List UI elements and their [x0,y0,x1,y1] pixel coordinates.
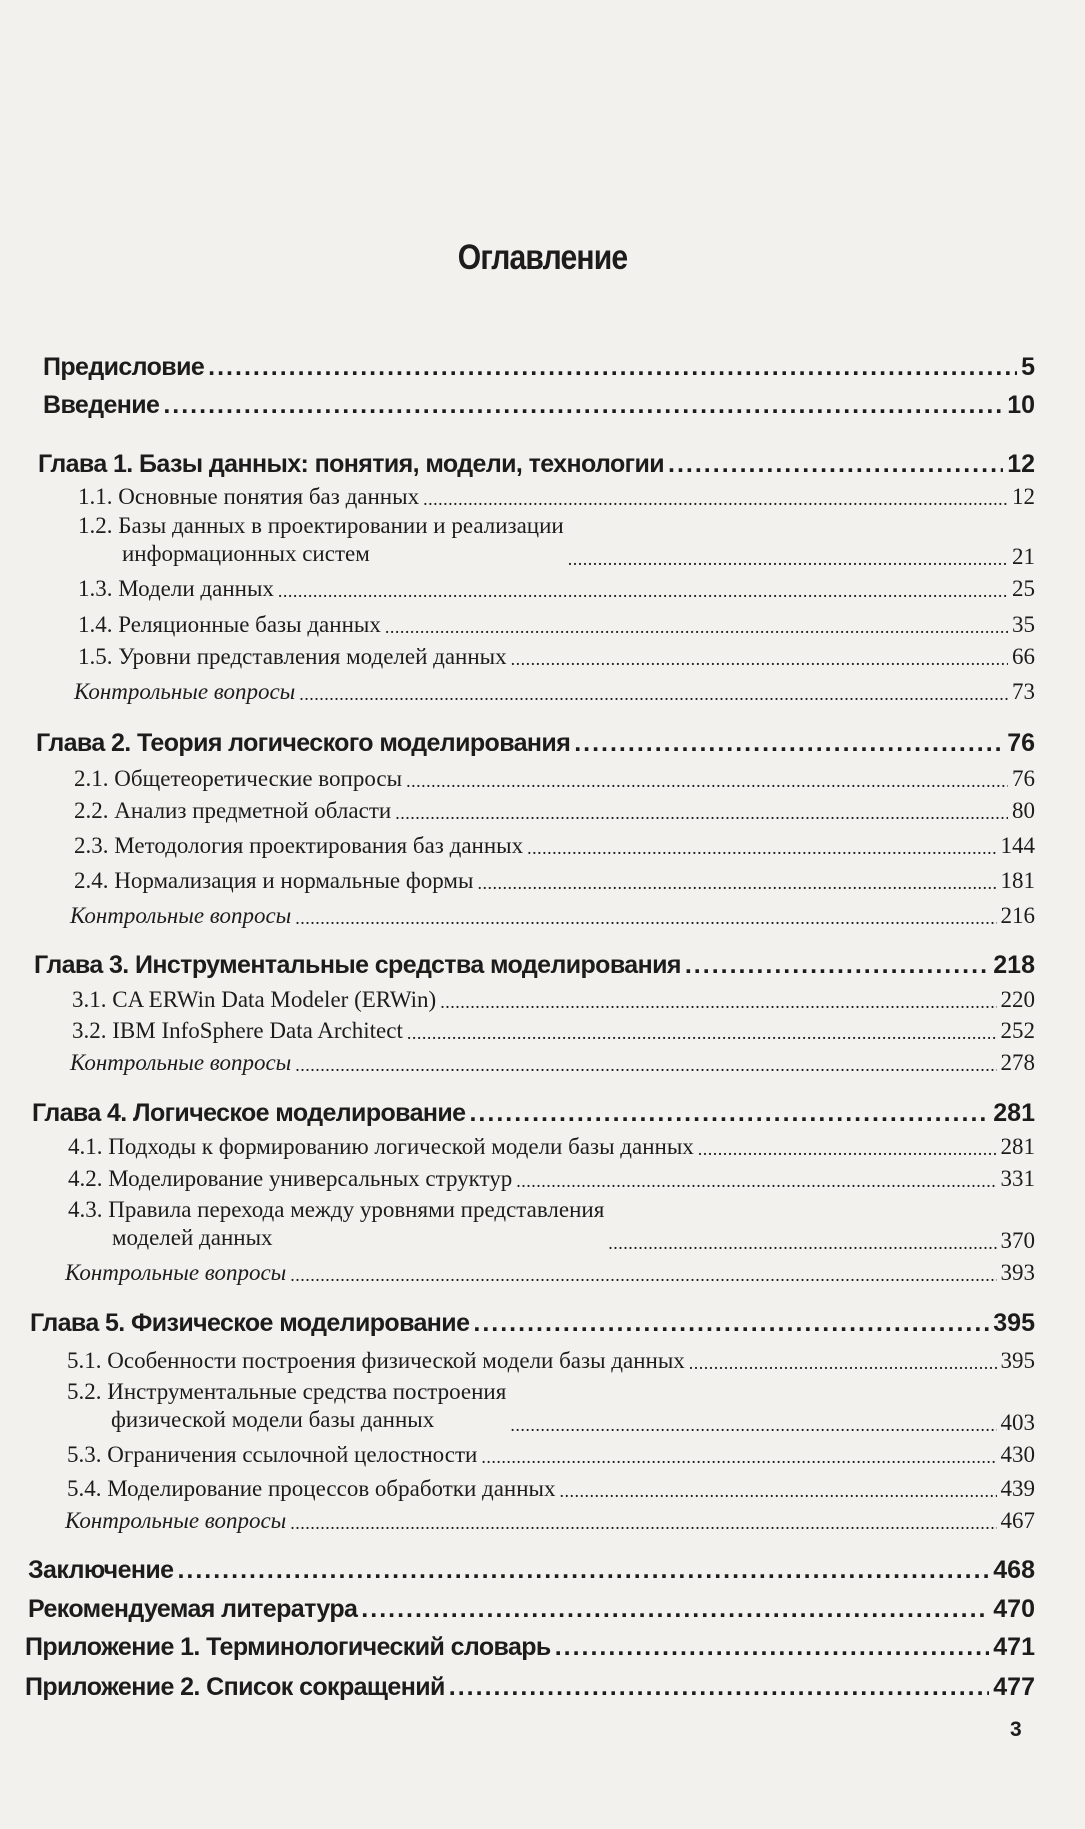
toc-page-number: 370 [1000,1228,1035,1253]
toc-chapter-entry [25,1628,1035,1660]
toc-chapter-entry [28,1551,1035,1583]
toc-page-number: 66 [1012,644,1035,669]
toc-leader-dots [290,1266,996,1284]
toc-leader-dots [477,874,996,892]
toc-page-number: 252 [1000,1018,1035,1043]
toc-page-number: 25 [1012,576,1035,601]
toc-entry-title: Контрольные вопросы [70,1050,292,1075]
toc-entry-title: Глава 5. Физическое моделирование [30,1309,470,1337]
toc-entry-title: 5.4. Моделирование процессов обработки данных [67,1476,556,1501]
toc-section-entry [68,1158,1035,1190]
toc-chapter-entry [32,1094,1035,1126]
toc-entry-title: Рекомендуемая литература [28,1595,358,1623]
toc-page-number: 470 [993,1595,1035,1623]
toc-page-number: 12 [1012,484,1035,509]
toc-leader-dots [449,1675,990,1700]
toc-entry-title-continuation: физической модели базы данных [111,1407,435,1432]
toc-leader-dots [510,1416,996,1434]
toc-section-entry [70,895,1035,927]
toc-entry-title: 4.1. Подходы к формированию логической модели базы данных [68,1134,694,1159]
toc-leader-dots [177,1558,989,1583]
toc-section-entry [70,1042,1035,1074]
toc-page-number: 471 [993,1633,1035,1661]
toc-page-number: 73 [1012,679,1035,704]
toc-entry-title: Контрольные вопросы [65,1260,287,1285]
toc-page-number: 395 [993,1309,1035,1337]
toc-page-number: 477 [993,1673,1035,1701]
toc-entry-title: 2.1. Общетеоретические вопросы [74,766,403,791]
toc-section-entry [67,1434,1035,1466]
toc-entry-title-line: 1.2. Базы данных в проектировании и реализации [78,513,564,538]
toc-leader-dots [608,1234,996,1252]
toc-leader-dots [395,804,1008,822]
toc-entry-title: 5.1. Особенности построения физической модели базы данных [67,1348,685,1373]
toc-leader-dots [560,1482,997,1500]
toc-page-number: 181 [1000,868,1035,893]
toc-chapter-entry [36,724,1035,756]
toc-section-entry [78,568,1035,600]
toc-section-entry [67,1372,1035,1434]
toc-leader-dots [555,1635,990,1660]
toc-leader-dots [295,909,996,927]
toc-page-number: 218 [993,951,1035,979]
toc-leader-dots [481,1448,996,1466]
toc-chapter-entry [28,1590,1035,1622]
toc-section-entry [72,1010,1035,1042]
toc-leader-dots [527,839,996,857]
toc-page-number: 5 [1021,353,1035,381]
toc-leader-dots [698,1140,997,1158]
toc-leader-dots [278,582,1008,600]
toc-entry-title: 1.3. Модели данных [78,576,274,601]
toc-entry-title [68,1196,604,1252]
toc-section-entry [74,790,1035,822]
toc-leader-dots [473,1311,989,1336]
toc-page-number: 395 [1000,1348,1035,1373]
toc-section-entry [72,979,1035,1011]
toc-page-number: 80 [1012,798,1035,823]
toc-leader-dots [208,355,1017,380]
toc-title: Оглавление [457,238,628,277]
toc-page-number: 393 [1000,1260,1035,1285]
toc-page-number: 21 [1012,544,1035,569]
toc-leader-dots [299,685,1008,703]
toc-page-number: 331 [1000,1166,1035,1191]
toc-chapter-entry [34,946,1035,978]
toc-section-entry [78,636,1035,668]
toc-leader-dots [361,1597,989,1622]
toc-entry-title: 1.5. Уровни представления моделей данных [78,644,507,669]
toc-entry-title: 4.2. Моделирование универсальных структур [68,1166,513,1191]
toc-page-number: 281 [1000,1134,1035,1159]
toc-leader-dots [568,550,1008,568]
toc-entry-title: Приложение 2. Список сокращений [25,1673,445,1701]
toc-entry-title: Глава 3. Инструментальные средства моделирования [34,951,681,979]
toc-section-entry [74,671,1035,703]
toc-entry-title [67,1378,506,1434]
toc-page-number: 76 [1007,729,1035,757]
toc-page-number: 430 [1000,1442,1035,1467]
toc-leader-dots [163,393,1003,418]
toc-leader-dots [668,452,1003,477]
toc-page-number: 281 [993,1099,1035,1127]
toc-leader-dots [295,1056,996,1074]
toc-chapter-entry [30,1304,1035,1336]
toc-page-number: 220 [1000,987,1035,1012]
toc-page-number: 468 [993,1556,1035,1584]
toc-page-number: 35 [1012,612,1035,637]
toc-leader-dots [406,772,1008,790]
toc-leader-dots [685,953,989,978]
toc-leader-dots [407,1024,997,1042]
toc-entry-title: Предисловие [43,353,205,381]
toc-section-entry [74,758,1035,790]
toc-entry-title: Контрольные вопросы [70,903,292,928]
toc-section-entry [65,1500,1035,1532]
toc-entry-title [78,512,564,568]
toc-section-entry [74,825,1035,857]
toc-leader-dots [469,1101,989,1126]
toc-leader-dots [290,1514,996,1532]
toc-leader-dots [689,1354,997,1372]
toc-section-entry [68,1126,1035,1158]
toc-entry-title: 5.3. Ограничения ссылочной целостности [67,1442,478,1467]
toc-page-number: 278 [1000,1050,1035,1075]
toc-leader-dots [516,1172,996,1190]
toc-entry-title: 2.4. Нормализация и нормальные формы [74,868,474,893]
toc-entry-title-continuation: моделей данных [112,1225,273,1250]
page-number: 3 [1010,1718,1022,1741]
toc-entry-title: Глава 1. Базы данных: понятия, модели, технологии [38,450,665,478]
toc-section-entry [78,476,1035,508]
toc-page-number: 12 [1007,450,1035,478]
toc-chapter-entry [43,348,1035,380]
toc-entry-title: 2.3. Методология проектирования баз данных [74,833,524,858]
toc-entry-title: Введение [43,391,160,419]
toc-page-number: 10 [1007,391,1035,419]
toc-leader-dots [574,731,1003,756]
toc-entry-title: 3.1. CA ERWin Data Modeler (ERWin) [72,987,437,1012]
toc-section-entry [78,604,1035,636]
toc-section-entry [78,506,1035,568]
toc-entry-title: Приложение 1. Терминологический словарь [25,1633,551,1661]
toc-section-entry [65,1252,1035,1284]
toc-entry-title: 3.2. IBM InfoSphere Data Architect [72,1018,403,1043]
toc-leader-dots [511,650,1008,668]
toc-leader-dots [385,618,1008,636]
toc-entry-title: Контрольные вопросы [74,679,296,704]
toc-entry-title-line: 5.2. Инструментальные средства построения [67,1379,507,1404]
toc-page-number: 216 [1000,903,1035,928]
toc-page-number: 76 [1012,766,1035,791]
toc-chapter-entry [38,445,1035,477]
toc-leader-dots [440,993,996,1011]
toc-page-number: 439 [1000,1476,1035,1501]
toc-page-number: 467 [1000,1508,1035,1533]
toc-entry-title-continuation: информационных систем [122,541,370,566]
toc-chapter-entry [43,386,1035,418]
toc-entry-title: 1.1. Основные понятия баз данных [78,484,420,509]
toc-section-entry [68,1190,1035,1252]
toc-page-number: 144 [1000,833,1035,858]
toc-entry-title: Глава 2. Теория логического моделирования [36,729,571,757]
toc-entry-title: Контрольные вопросы [65,1508,287,1533]
toc-section-entry [67,1340,1035,1372]
toc-section-entry [67,1468,1035,1500]
toc-entry-title-line: 4.3. Правила перехода между уровнями представления [68,1197,605,1222]
toc-entry-title: 2.2. Анализ предметной области [74,798,392,823]
toc-entry-title: Глава 4. Логическое моделирование [32,1099,466,1127]
toc-entry-title: 1.4. Реляционные базы данных [78,612,381,637]
toc-page-number: 403 [1000,1410,1035,1435]
toc-section-entry [74,860,1035,892]
toc-entry-title: Заключение [28,1556,174,1584]
toc-chapter-entry [25,1668,1035,1700]
